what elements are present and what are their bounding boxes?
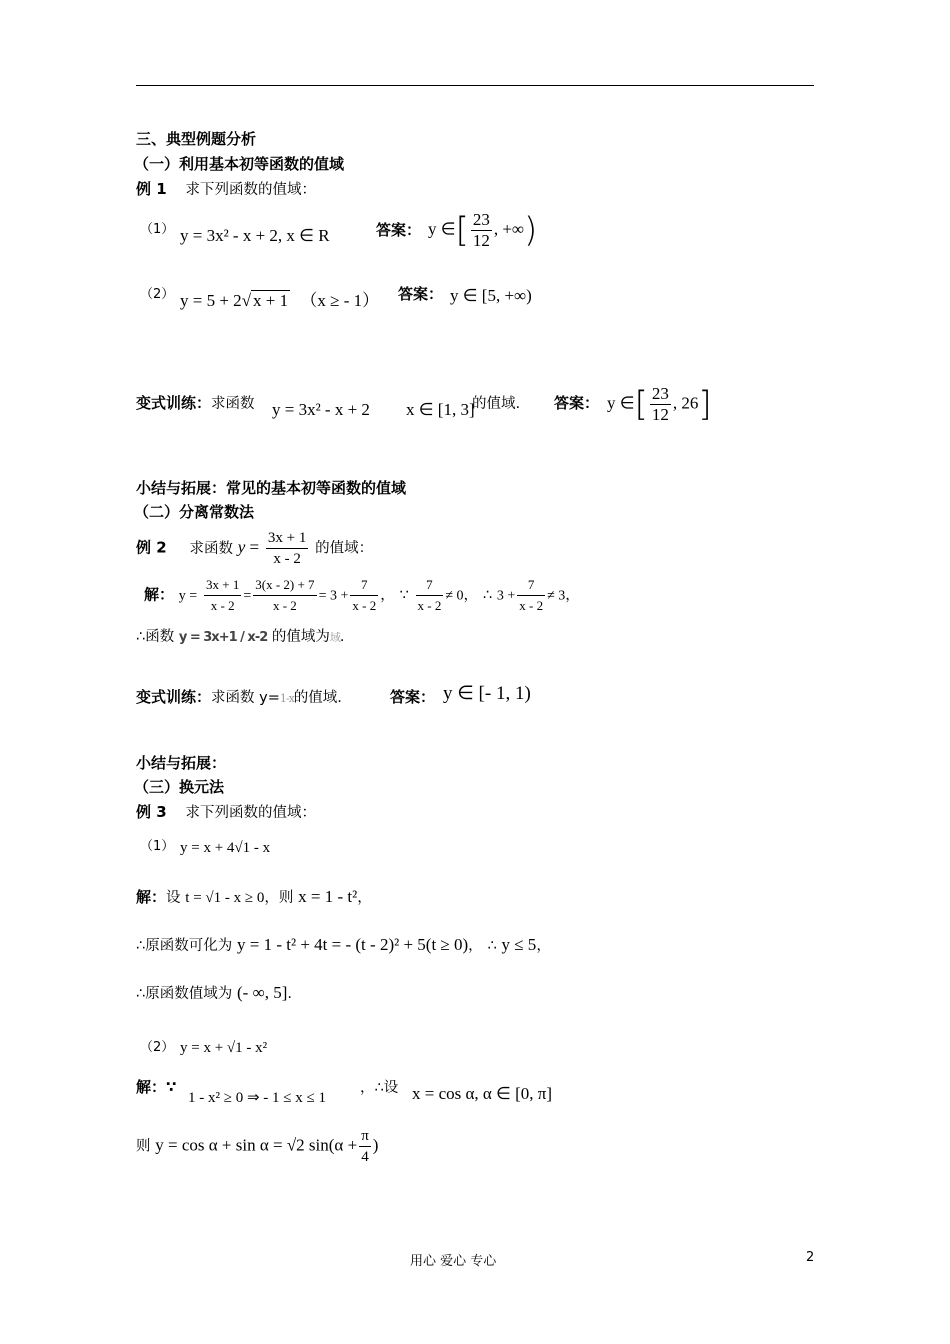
therefore-symbol: ∴ bbox=[487, 938, 497, 954]
q1-answer-fraction bbox=[471, 210, 492, 251]
q1-expression: y = 3x² - x + 2, x ∈ R bbox=[180, 226, 330, 245]
solution2-frac3 bbox=[350, 575, 378, 616]
fraction-denominator: x - 2 bbox=[519, 598, 544, 613]
example2-text: 求函数 bbox=[189, 540, 233, 557]
example1-line bbox=[136, 178, 316, 199]
fraction-denominator: x - 2 bbox=[272, 598, 297, 613]
right-bracket: ] bbox=[698, 384, 712, 425]
solution3-2-line1 bbox=[136, 1076, 176, 1097]
fraction-numerator: 7 bbox=[517, 575, 545, 596]
fraction-denominator: 4 bbox=[361, 1149, 369, 1165]
solution2-frac1 bbox=[204, 575, 241, 616]
fraction-denominator: 12 bbox=[651, 405, 669, 424]
example2-tail: 的值域： bbox=[315, 540, 374, 557]
blurred-fraction: 1-x bbox=[279, 692, 294, 705]
solution3-label: 解： bbox=[136, 888, 167, 906]
solution2-3plus: 3 + bbox=[496, 588, 516, 604]
variant2-answer: y ∈ [- 1, 1) bbox=[443, 683, 531, 704]
q3-2-number: （2） bbox=[140, 1040, 175, 1055]
solution2-y: y = bbox=[178, 588, 198, 604]
fraction-numerator: 7 bbox=[416, 575, 444, 596]
q1-answer-label: 答案： bbox=[376, 221, 422, 239]
variant2-label: 变式训练： bbox=[136, 688, 212, 706]
variant1-expr: y = 3x² - x + 2 bbox=[272, 400, 370, 419]
fraction-denominator: x - 2 bbox=[273, 551, 301, 567]
fraction-denominator: 12 bbox=[472, 231, 490, 250]
fraction-numerator: 23 bbox=[651, 384, 669, 403]
solution3-rewrite-label: ∴原函数可化为 bbox=[136, 938, 233, 954]
right-paren: ) bbox=[524, 210, 538, 251]
q1-number: （1） bbox=[140, 222, 175, 237]
solution3-2-label: 解：∵ bbox=[136, 1078, 177, 1096]
line2-prefix: ∴函数 bbox=[136, 629, 175, 645]
pi-over-4 bbox=[359, 1126, 371, 1167]
solution3-line2: ∴原函数可化为 y = 1 - t² + 4t = - (t - 2)² + 5(t ≥ 0)， ∴ y ≤ 5， bbox=[136, 935, 551, 954]
solution2-line: 解： y = $\frac{3x + 1}{x - 2}$ = $\frac{3(x - 2) + 7}{x - 2}$ = 3 + $\frac{7}{x - 2}$ ， ∵ $\frac{7}{x - 2}$ ≠ 0， ∴ 3 + $\frac{7}{x - 2}$ ≠ 3， bbox=[144, 575, 580, 616]
solution3-line3: ∴原函数值域为 (- ∞, 5]. bbox=[136, 983, 292, 1002]
example1-label: 例 1 bbox=[136, 180, 167, 198]
q2-expr-a: y = 5 + 2 bbox=[180, 291, 242, 310]
variant1-answer bbox=[607, 384, 712, 425]
blurred-range: 域 bbox=[329, 631, 340, 644]
solution2-frac2 bbox=[253, 575, 316, 616]
solution2-line2: ∴函数 y = 3x+1 / x-2 的值域为域. bbox=[136, 629, 345, 645]
q2-condition: （x ≥ - 1） bbox=[300, 291, 380, 310]
example2-fraction bbox=[266, 528, 308, 569]
page-number: 2 bbox=[806, 1250, 815, 1265]
example3-line bbox=[136, 801, 316, 822]
solution3-set: 设 bbox=[166, 890, 181, 906]
fraction-denominator: x - 2 bbox=[417, 598, 442, 613]
left-bracket: [ bbox=[634, 384, 648, 425]
line2-range-text: 的值域为 bbox=[271, 629, 330, 645]
fraction-numerator: 3(x - 2) + 7 bbox=[253, 575, 316, 596]
part1-heading: （一）利用基本初等函数的值域 bbox=[134, 155, 345, 173]
variant2-answer-label: 答案： bbox=[390, 688, 436, 706]
solution3-2-line2 bbox=[136, 1126, 378, 1167]
variant1-domain: x ∈ [1, 3] bbox=[406, 400, 475, 419]
q2-answer: y ∈ [5, +∞) bbox=[450, 286, 532, 305]
variant1-answer-prefix: y ∈ bbox=[607, 393, 635, 413]
example3-text: 求下列函数的值域： bbox=[185, 805, 316, 821]
because-symbol: ∵ bbox=[399, 587, 409, 604]
solution2-frac4 bbox=[416, 575, 444, 616]
solution3-2-then: 则 bbox=[136, 1138, 151, 1155]
variant1-answer-fraction bbox=[650, 384, 671, 425]
summary1: 小结与拓展：常见的基本初等函数的值域 bbox=[136, 479, 407, 497]
fraction-numerator: π bbox=[359, 1126, 371, 1147]
fraction-numerator: 3x + 1 bbox=[204, 575, 241, 596]
q2-sqrt: x + 1 bbox=[253, 291, 289, 310]
variant1-tail: 的值域. bbox=[472, 396, 521, 412]
solution3-2-let: ，∴设 bbox=[360, 1080, 399, 1096]
q3-1-number: （1） bbox=[140, 839, 175, 854]
solution3-2-substitution: x = cos α, α ∈ [0, π] bbox=[412, 1084, 553, 1103]
solution3-bound: y ≤ 5 bbox=[501, 935, 537, 954]
solution3-line1: 解：设 t = √1 - x ≥ 0，则 x = 1 - t²， bbox=[136, 887, 372, 906]
left-bracket: [ bbox=[455, 210, 469, 251]
variant1-answer-label: 答案： bbox=[554, 394, 600, 412]
fraction-numerator: 3x + 1 bbox=[266, 528, 308, 549]
blurred-formula: y = 3x+1 / x-2 bbox=[178, 630, 268, 645]
q1-answer bbox=[428, 210, 537, 251]
q2-number: （2） bbox=[140, 287, 175, 302]
section-title: 三、典型例题分析 bbox=[136, 130, 257, 148]
variant1-answer-suffix: , 26 bbox=[672, 393, 699, 413]
example1-text: 求下列函数的值域： bbox=[185, 182, 316, 198]
solution2-label: 解： bbox=[144, 585, 175, 604]
variant2-line bbox=[136, 686, 342, 707]
header-rule bbox=[136, 85, 814, 86]
solution3-substitution: t = √1 - x ≥ 0 bbox=[185, 890, 265, 906]
q3-2-expression: y = x + √1 - x² bbox=[180, 1040, 268, 1056]
q1-answer-suffix: , +∞ bbox=[493, 219, 525, 239]
summary2: 小结与拓展： bbox=[136, 754, 227, 772]
q2-expression: y = 5 + 2√ x + 1 （x ≥ - 1） bbox=[180, 291, 380, 310]
variant1-label: 变式训练： bbox=[136, 394, 212, 412]
fraction-denominator: x - 2 bbox=[210, 598, 235, 613]
q3-1-expression: y = x + 4√1 - x bbox=[180, 840, 271, 856]
fraction-denominator: x - 2 bbox=[352, 598, 377, 613]
footer-text: 用心 爱心 专心 bbox=[410, 1254, 497, 1269]
part2-heading: （二）分离常数法 bbox=[134, 503, 255, 521]
fraction-numerator: 7 bbox=[350, 575, 378, 596]
solution3-range: (- ∞, 5] bbox=[237, 983, 288, 1002]
variant1-line bbox=[136, 392, 255, 413]
example3-label: 例 3 bbox=[136, 803, 167, 821]
variant2-text-a: 求函数 y= bbox=[211, 690, 280, 706]
solution3-x-expr: x = 1 - t² bbox=[298, 887, 358, 906]
solution2-ne0: ≠ 0 bbox=[445, 588, 464, 604]
solution3-2-expr: y = cos α + sin α = √2 sin(α + bbox=[155, 1135, 358, 1155]
variant1-text: 求函数 bbox=[211, 396, 255, 412]
variant2-text-b: 的值域. bbox=[293, 690, 342, 706]
example2-line: 例 2 求函数 y = $\frac{3x + 1}{x - 2}$ 的值域： bbox=[136, 530, 374, 567]
solution3-rewrite-expr: y = 1 - t² + 4t = - (t - 2)² + 5(t ≥ 0) bbox=[237, 935, 469, 954]
fraction-numerator: 23 bbox=[472, 210, 490, 229]
therefore-symbol: ∴ bbox=[482, 587, 493, 604]
example2-label: 例 2 bbox=[136, 538, 167, 557]
solution3-then: ，则 bbox=[264, 890, 294, 906]
solution3-range-label: ∴原函数值域为 bbox=[136, 986, 233, 1002]
close-paren: ) bbox=[372, 1135, 379, 1155]
q2-answer-label: 答案： bbox=[398, 285, 444, 303]
solution3-2-condition: 1 - x² ≥ 0 ⇒ - 1 ≤ x ≤ 1 bbox=[188, 1090, 327, 1106]
solution2-ne3: ≠ 3 bbox=[547, 588, 566, 604]
solution2-frac5 bbox=[517, 575, 545, 616]
q1-answer-prefix: y ∈ bbox=[428, 219, 456, 239]
part3-heading: （三）换元法 bbox=[134, 778, 225, 796]
solution2-eq3: = 3 + bbox=[318, 588, 349, 604]
